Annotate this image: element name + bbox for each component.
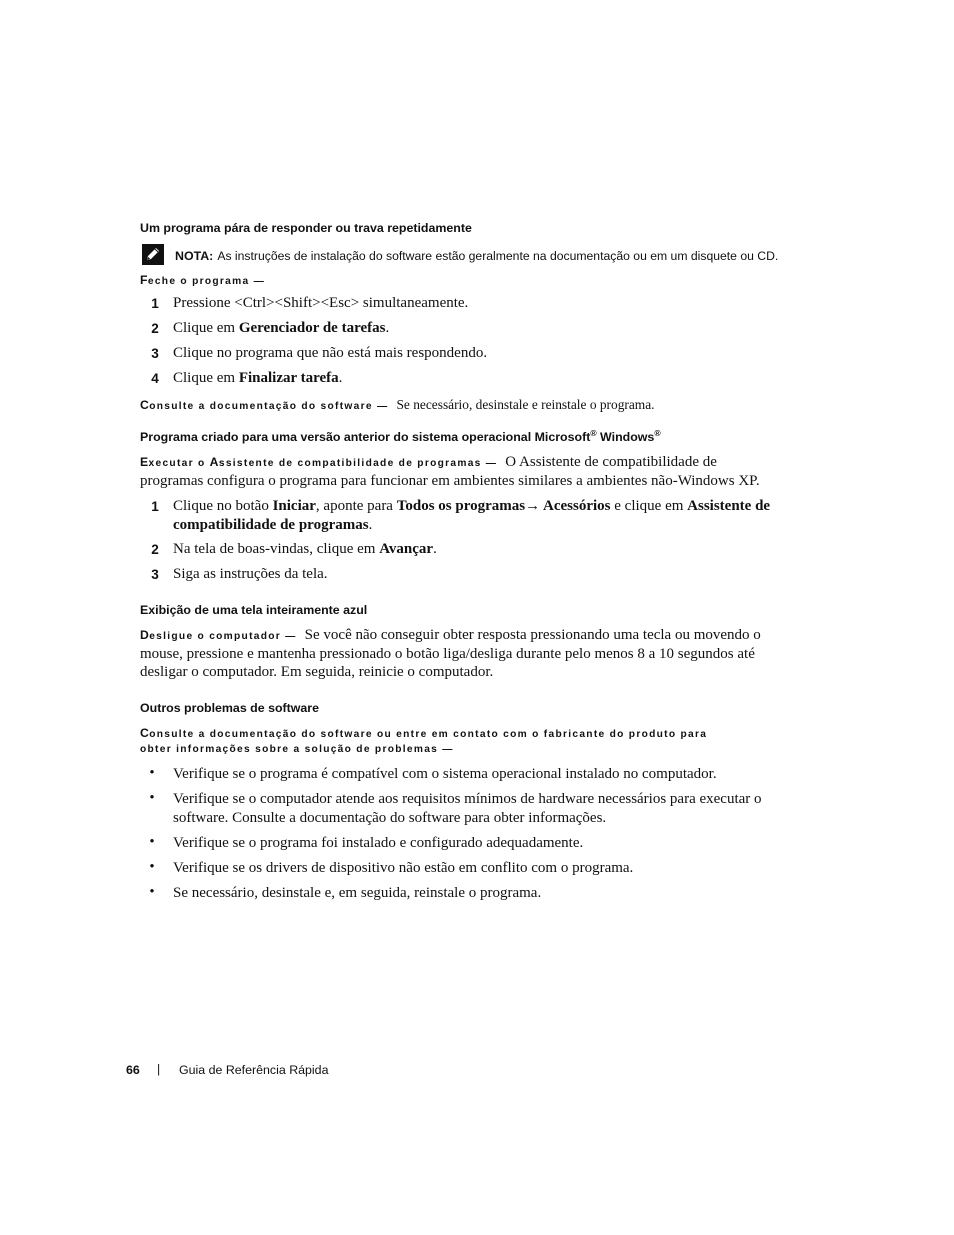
bullet-icon: •: [149, 834, 155, 850]
list-item: Verifique se o programa foi instalado e configurado adequadamente.: [173, 835, 584, 851]
bullet-icon: •: [149, 765, 155, 781]
step-number: 1: [151, 296, 159, 311]
action-consult-vendor: Consulte a documentação do software ou entre em contato com o fabricante do produto para: [140, 726, 708, 740]
arrow-icon: →: [525, 498, 541, 514]
action-shutdown: Desligue o computador — Se você não conseguir obter resposta pressionando uma tecla ou movendo o: [140, 627, 761, 643]
action-compat-wizard: Executar o Assistente de compatibilidade de programas — O Assistente de compatibilidade de: [140, 454, 717, 470]
action-compat-text: programas configura o programa para funcionar em ambientes similares a ambientes não-Windows XP.: [140, 473, 760, 489]
step-text: Na tela de boas-vindas, clique em Avançar.: [173, 541, 437, 557]
step-text: Clique em Finalizar tarefa.: [173, 370, 343, 386]
section-heading-blue-screen: Exibição de uma tela inteiramente azul: [140, 603, 368, 617]
footer-title: Guia de Referência Rápida: [179, 1063, 329, 1077]
step-number: 1: [151, 499, 159, 514]
action-consult-vendor-line2: obter informações sobre a solução de problemas —: [140, 744, 454, 755]
list-item: Se necessário, desinstale e, em seguida, reinstale o programa.: [173, 885, 542, 901]
footer-separator: |: [157, 1062, 161, 1076]
list-item: Verifique se os drivers de dispositivo não estão em conflito com o programa.: [173, 860, 634, 876]
step-number: 4: [151, 371, 159, 386]
action-consult-docs: Consulte a documentação do software — Se necessário, desinstale e reinstale o programa.: [140, 397, 655, 412]
bullet-icon: •: [149, 884, 155, 900]
note-text: As instruções de instalação do software estão geralmente na documentação ou em um disquete ou CD.: [217, 249, 779, 263]
note-pencil-icon: [142, 244, 164, 265]
step-number: 3: [151, 567, 159, 582]
list-item: Verifique se o programa é compatível com o sistema operacional instalado no computador.: [173, 766, 717, 782]
bullet-icon: •: [149, 859, 155, 875]
note-label: NOTA:: [175, 249, 214, 263]
list-item: Verifique se o computador atende aos requisitos mínimos de hardware necessários para executar o: [173, 791, 762, 807]
step-text: Clique no botão Iniciar, aponte para Todos os programas→ Acessórios e clique em Assistente de compatibilidade de programas.: [173, 498, 771, 533]
section-heading-older-windows: Programa criado para uma versão anterior do sistema operacional Microsoft® Windows®: [140, 427, 661, 444]
step-text: Clique em Gerenciador de tarefas.: [173, 320, 390, 336]
bullet-icon: •: [149, 790, 155, 806]
step-number: 2: [151, 321, 159, 336]
page-number: 66: [126, 1063, 140, 1077]
action-close-program: Feche o programa —: [140, 273, 266, 287]
shutdown-text-line2: mouse, pressione e mantenha pressionado o botão liga/desliga durante pelo menos 8 a 10 segundos até: [140, 646, 755, 662]
step-number: 2: [151, 542, 159, 557]
step-text: Pressione <Ctrl><Shift><Esc> simultaneamente.: [173, 295, 469, 311]
note: [175, 247, 778, 265]
step-number: 3: [151, 346, 159, 361]
section-heading-other-problems: Outros problemas de software: [140, 701, 320, 715]
section-heading-program-stops: Um programa pára de responder ou trava repetidamente: [140, 221, 472, 235]
step-text: Clique no programa que não está mais respondendo.: [173, 345, 488, 361]
step-text: Siga as instruções da tela.: [173, 566, 328, 582]
shutdown-text-line3: desligar o computador. Em seguida, reinicie o computador.: [140, 664, 494, 680]
list-item-continuation: software. Consulte a documentação do software para obter informações.: [173, 810, 607, 826]
